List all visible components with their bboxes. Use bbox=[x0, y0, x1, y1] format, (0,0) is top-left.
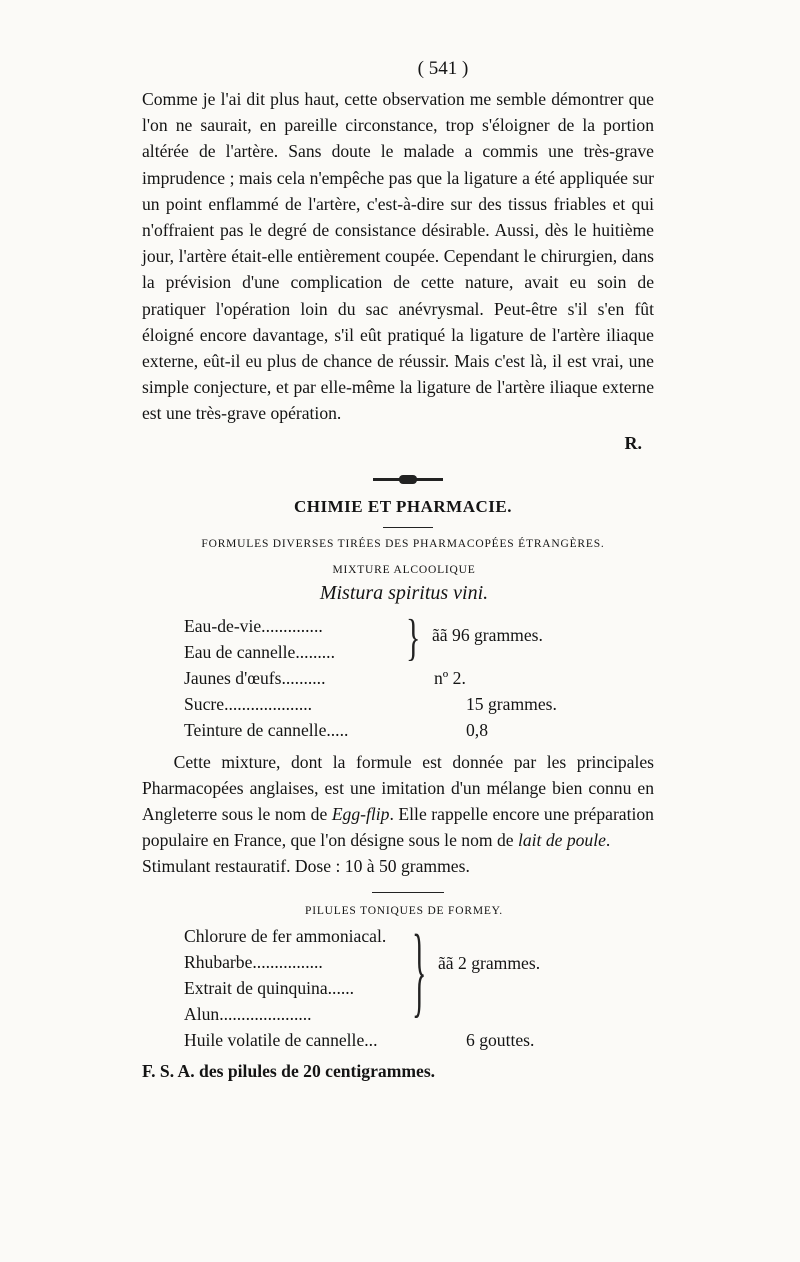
ingredient-line: Sucre.................... 15 grammes. bbox=[184, 693, 557, 714]
mixture-note: Cette mixture, dont la formule est donnée par les principales Pharmacopées anglaises, est une imitation d'un mélange bien connu en Angleterre sous le nom de Egg-flip. Elle rappelle encore une préparation populaire en France, que l'on désigne sous le nom de lait de poule. bbox=[142, 751, 654, 851]
ingredient-line: Alun..................... bbox=[184, 1003, 312, 1024]
ingredient-line: Jaunes d'œufs.......... nº 2. bbox=[184, 667, 466, 688]
ingredient-line: Teinture de cannelle..... 0,8 bbox=[184, 719, 488, 740]
ingredient-line: Chlorure de fer ammoniacal. bbox=[184, 925, 387, 946]
author-signature: R. bbox=[624, 432, 642, 453]
ingredient-line: Huile volatile de cannelle... 6 gouttes. bbox=[184, 1029, 535, 1050]
brace-quantity: ãã 96 grammes. bbox=[432, 624, 543, 645]
page-number: ( 541 ) bbox=[417, 58, 469, 79]
pills-recipe bbox=[184, 915, 654, 1055]
ingredient-line: Rhubarbe................ bbox=[184, 951, 323, 972]
ingredient-line: Eau de cannelle......... bbox=[184, 641, 335, 662]
brace-icon: } bbox=[412, 915, 427, 1029]
page bbox=[142, 58, 654, 1082]
ornament-divider bbox=[373, 478, 443, 481]
intro-paragraph: Comme je l'ai dit plus haut, cette observation me semble démontrer que l'on ne saurait, en pareille circonstance, trop s'éloigner de la portion altérée de l'artère. Sans doute le malade a commis une très-grave imprudence ; mais cela n'empêche pas que la ligature a été appliquée sur un point enflammé de l'artère, c'est-à-dire sur des tissus friables et qui n'offraient pas le degré de consistance désirable. Aussi, dès le huitième jour, l'artère était-elle entièrement coupée. Cependant le chirurgien, dans la prévision d'une complication de cette nature, avait eu soin de pratiquer l'opération loin du sac anévrysmal. Peut-être s'il s'en fût éloigné encore davantage, s'il eût pratiqué la ligature de l'artère iliaque externe, eût-il eu plus de chance de réussir. Mais c'est là, il est vrai, une simple conjecture, et par elle-même la ligature de l'artère iliaque externe est une très-grave opération. bbox=[142, 89, 654, 424]
mixture-latin-name: Mistura spiritus vini. bbox=[319, 581, 489, 604]
mixture-recipe bbox=[184, 609, 654, 743]
dose-line: Stimulant restauratif. Dose : 10 à 50 grammes. bbox=[142, 856, 470, 877]
ingredient-line: Eau-de-vie.............. bbox=[184, 615, 323, 636]
short-rule bbox=[372, 892, 444, 893]
section-rule bbox=[383, 527, 433, 528]
pills-title: PILULES TONIQUES DE FORMEY. bbox=[305, 904, 503, 917]
final-instruction: F. S. A. des pilules de 20 centigrammes. bbox=[142, 1060, 436, 1081]
ingredient-line: Extrait de quinquina...... bbox=[184, 977, 355, 998]
mixture-title: MIXTURE ALCOOLIQUE bbox=[332, 563, 476, 576]
section-title: CHIMIE ET PHARMACIE. bbox=[294, 496, 512, 516]
brace-icon: } bbox=[406, 609, 421, 666]
subsection-title: FORMULES DIVERSES TIRÉES DES PHARMACOPÉES ÉTRANGÈRES. bbox=[201, 537, 605, 550]
brace-quantity: ãã 2 grammes. bbox=[438, 952, 541, 973]
